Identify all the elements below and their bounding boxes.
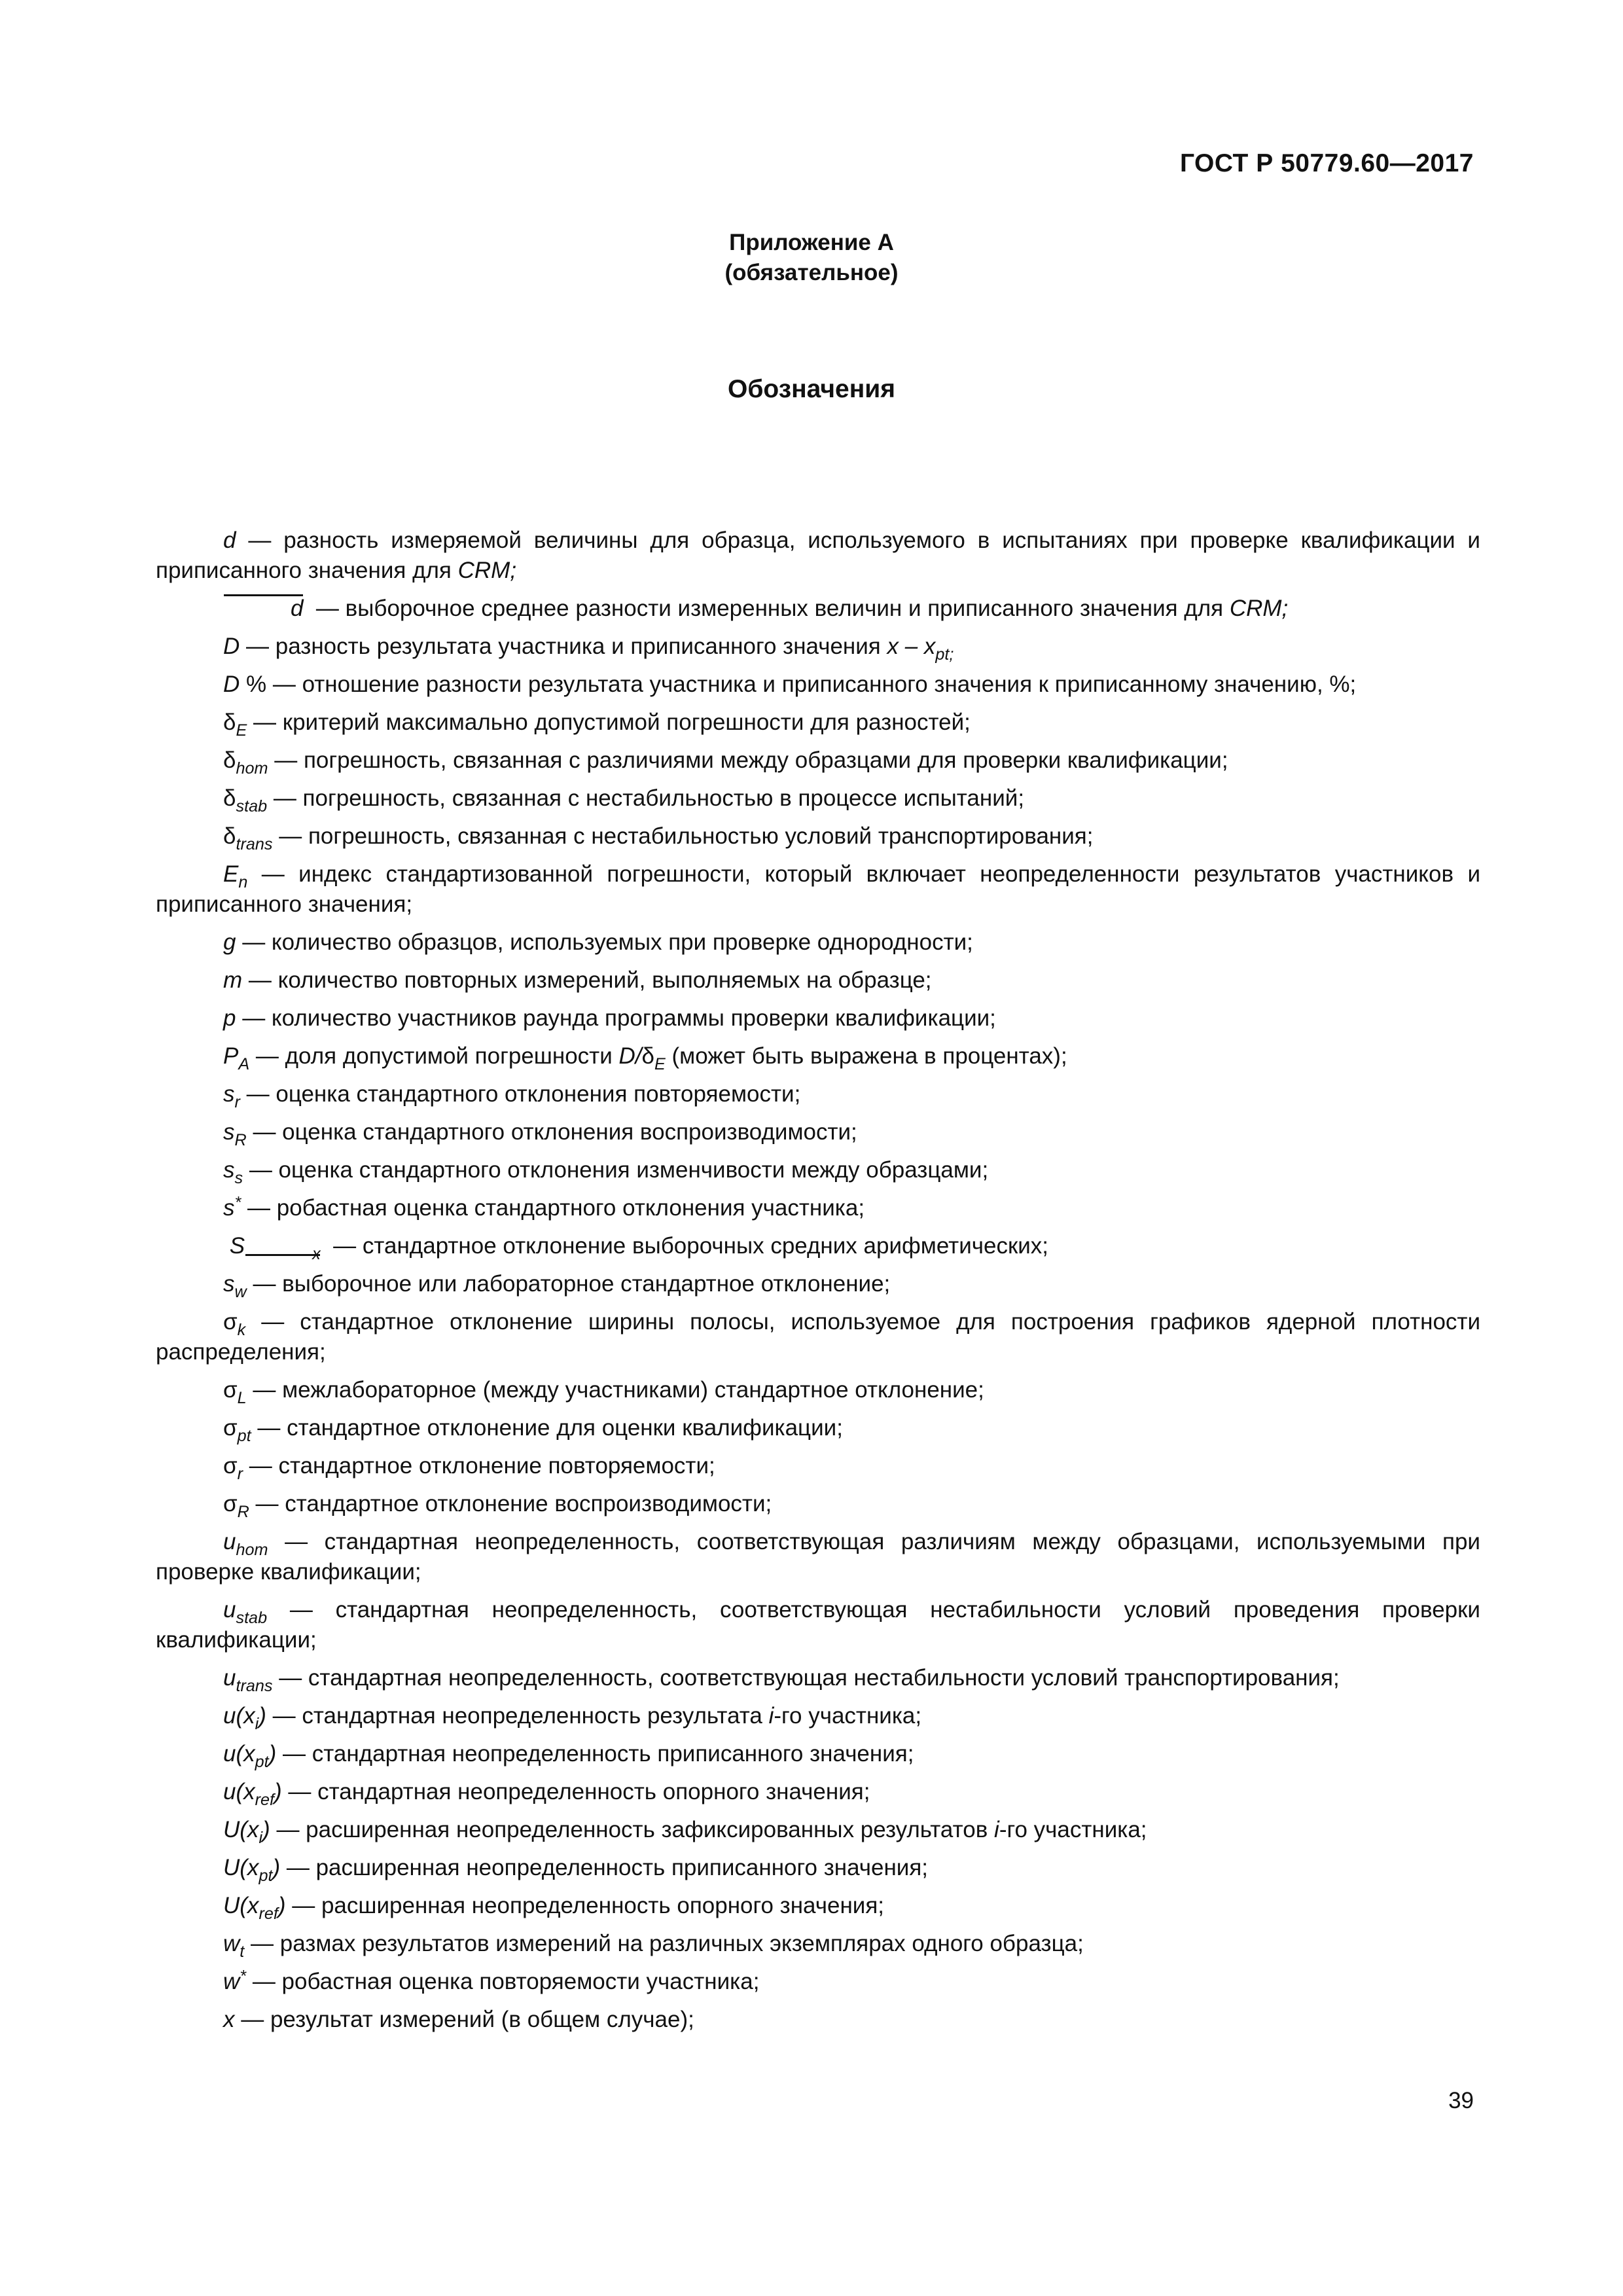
definition-item: $\delta_{trans}$ — погрешность, связанная с нестабильностью условий транспортирования;: [223, 823, 1094, 853]
definition-item: $s_r$ — оценка стандартного отклонения повторяемости;: [223, 1081, 801, 1111]
definition-item: $\delta_{stab}$ — погрешность, связанная с нестабильностью в процессе испытаний;: [223, 785, 1025, 816]
definition-item: $U(x_{pt})$ — расширенная неопределенность приписанного значения;: [223, 1855, 929, 1885]
definition-item: $\delta_{hom}$ — погрешность, связанная с различиями между образцами для проверки квалификации;: [223, 747, 1228, 778]
definition-item: $s_s$ — оценка стандартного отклонения изменчивости между образцами;: [223, 1157, 989, 1187]
definition-item: $u(x_{ref})$ — стандартная неопределенность опорного значения;: [223, 1779, 870, 1809]
definition-item: $\sigma_k$ — стандартное отклонение ширины полосы, используемое для построения графиков ядерной плотности распределения;: [156, 1309, 1480, 1365]
definition-item: s* — робастная оценка стандартного отклонения участника;: [223, 1193, 865, 1221]
definition-item: $u_{hom}$ — стандартная неопределенность, соответствующая различиям между образцами, используемыми при проверке квалификации;: [156, 1529, 1480, 1585]
definition-item: p — количество участников раунда программы проверки квалификации;: [223, 1005, 996, 1031]
definition-item: $u(x_i)$ — стандартная неопределенность результата i-го участника;: [223, 1703, 922, 1733]
definition-item: m — количество повторных измерений, выполняемых на образце;: [223, 967, 932, 993]
definition-item: S $_x$ — стандартное отклонение выборочных средних арифметических;: [229, 1233, 1049, 1263]
page-title: Обозначения: [727, 375, 895, 403]
definition-item: $\delta_E$ — критерий максимально допустимой погрешности для разностей;: [223, 709, 971, 740]
definition-item: $w_t$ — размах результатов измерений на различных экземплярах одного образца;: [223, 1931, 1084, 1961]
definition-item: g — количество образцов, используемых при проверке однородности;: [223, 929, 973, 955]
appendix-heading: [0, 228, 1623, 288]
definition-item: $P_A$ — доля допустимой погрешности $D/\delta_E$ (может быть выражена в процентах);: [223, 1043, 1067, 1073]
definition-item: w* — робастная оценка повторяемости участника;: [223, 1967, 760, 1994]
appendix-label: Приложение А: [729, 230, 894, 255]
appendix-status: (обязательное): [724, 260, 899, 285]
definition-item: d — разность измеряемой величины для образца, используемого в испытаниях при проверке квалификации и приписанного значения для CRM;: [156, 528, 1480, 583]
definition-item: $s_R$ — оценка стандартного отклонения воспроизводимости;: [223, 1119, 857, 1149]
definition-item: $s_w$ — выборочное или лабораторное стандартное отклонение;: [223, 1271, 891, 1301]
definition-item: $u(x_{pt})$ — стандартная неопределенность приписанного значения;: [223, 1741, 914, 1771]
standard-code: ГОСТ Р 50779.60—2017: [1179, 149, 1474, 177]
definition-item: $\sigma_r$ — стандартное отклонение повторяемости;: [223, 1453, 715, 1483]
definition-item: d — выборочное среднее разности измеренных величин и приписанного значения для CRM;: [156, 594, 1480, 624]
definitions-list: [156, 526, 1480, 2043]
definition-item: $E_n$ — индекс стандартизованной погрешности, который включает неопределенности результатов участников и приписанного значения;: [156, 861, 1480, 917]
definition-item: $u_{stab}$ — стандартная неопределенность, соответствующая нестабильности условий проведения проверки квалификации;: [156, 1597, 1480, 1653]
definition-item: D — разность результата участника и приписанного значения x – $x_{pt;}$: [223, 634, 954, 664]
definition-item: $u_{trans}$ — стандартная неопределенность, соответствующая нестабильности условий транспортирования;: [223, 1665, 1340, 1695]
definition-item: $\sigma_{pt}$ — стандартное отклонение для оценки квалификации;: [223, 1415, 843, 1445]
definition-item: $U(x_i)$ — расширенная неопределенность зафиксированных результатов i-го участника;: [223, 1817, 1147, 1847]
definition-item: D % — отношение разности результата участника и приписанного значения к приписанному значению, %;: [223, 672, 1357, 697]
page-number: 39: [1448, 2088, 1474, 2113]
definition-item: $U(x_{ref})$ — расширенная неопределенность опорного значения;: [223, 1893, 885, 1923]
definition-item: x — результат измерений (в общем случае);: [223, 2007, 694, 2032]
definition-item: $\sigma_L$ — межлабораторное (между участниками) стандартное отклонение;: [223, 1377, 984, 1407]
definition-item: $\sigma_R$ — стандартное отклонение воспроизводимости;: [223, 1491, 772, 1521]
